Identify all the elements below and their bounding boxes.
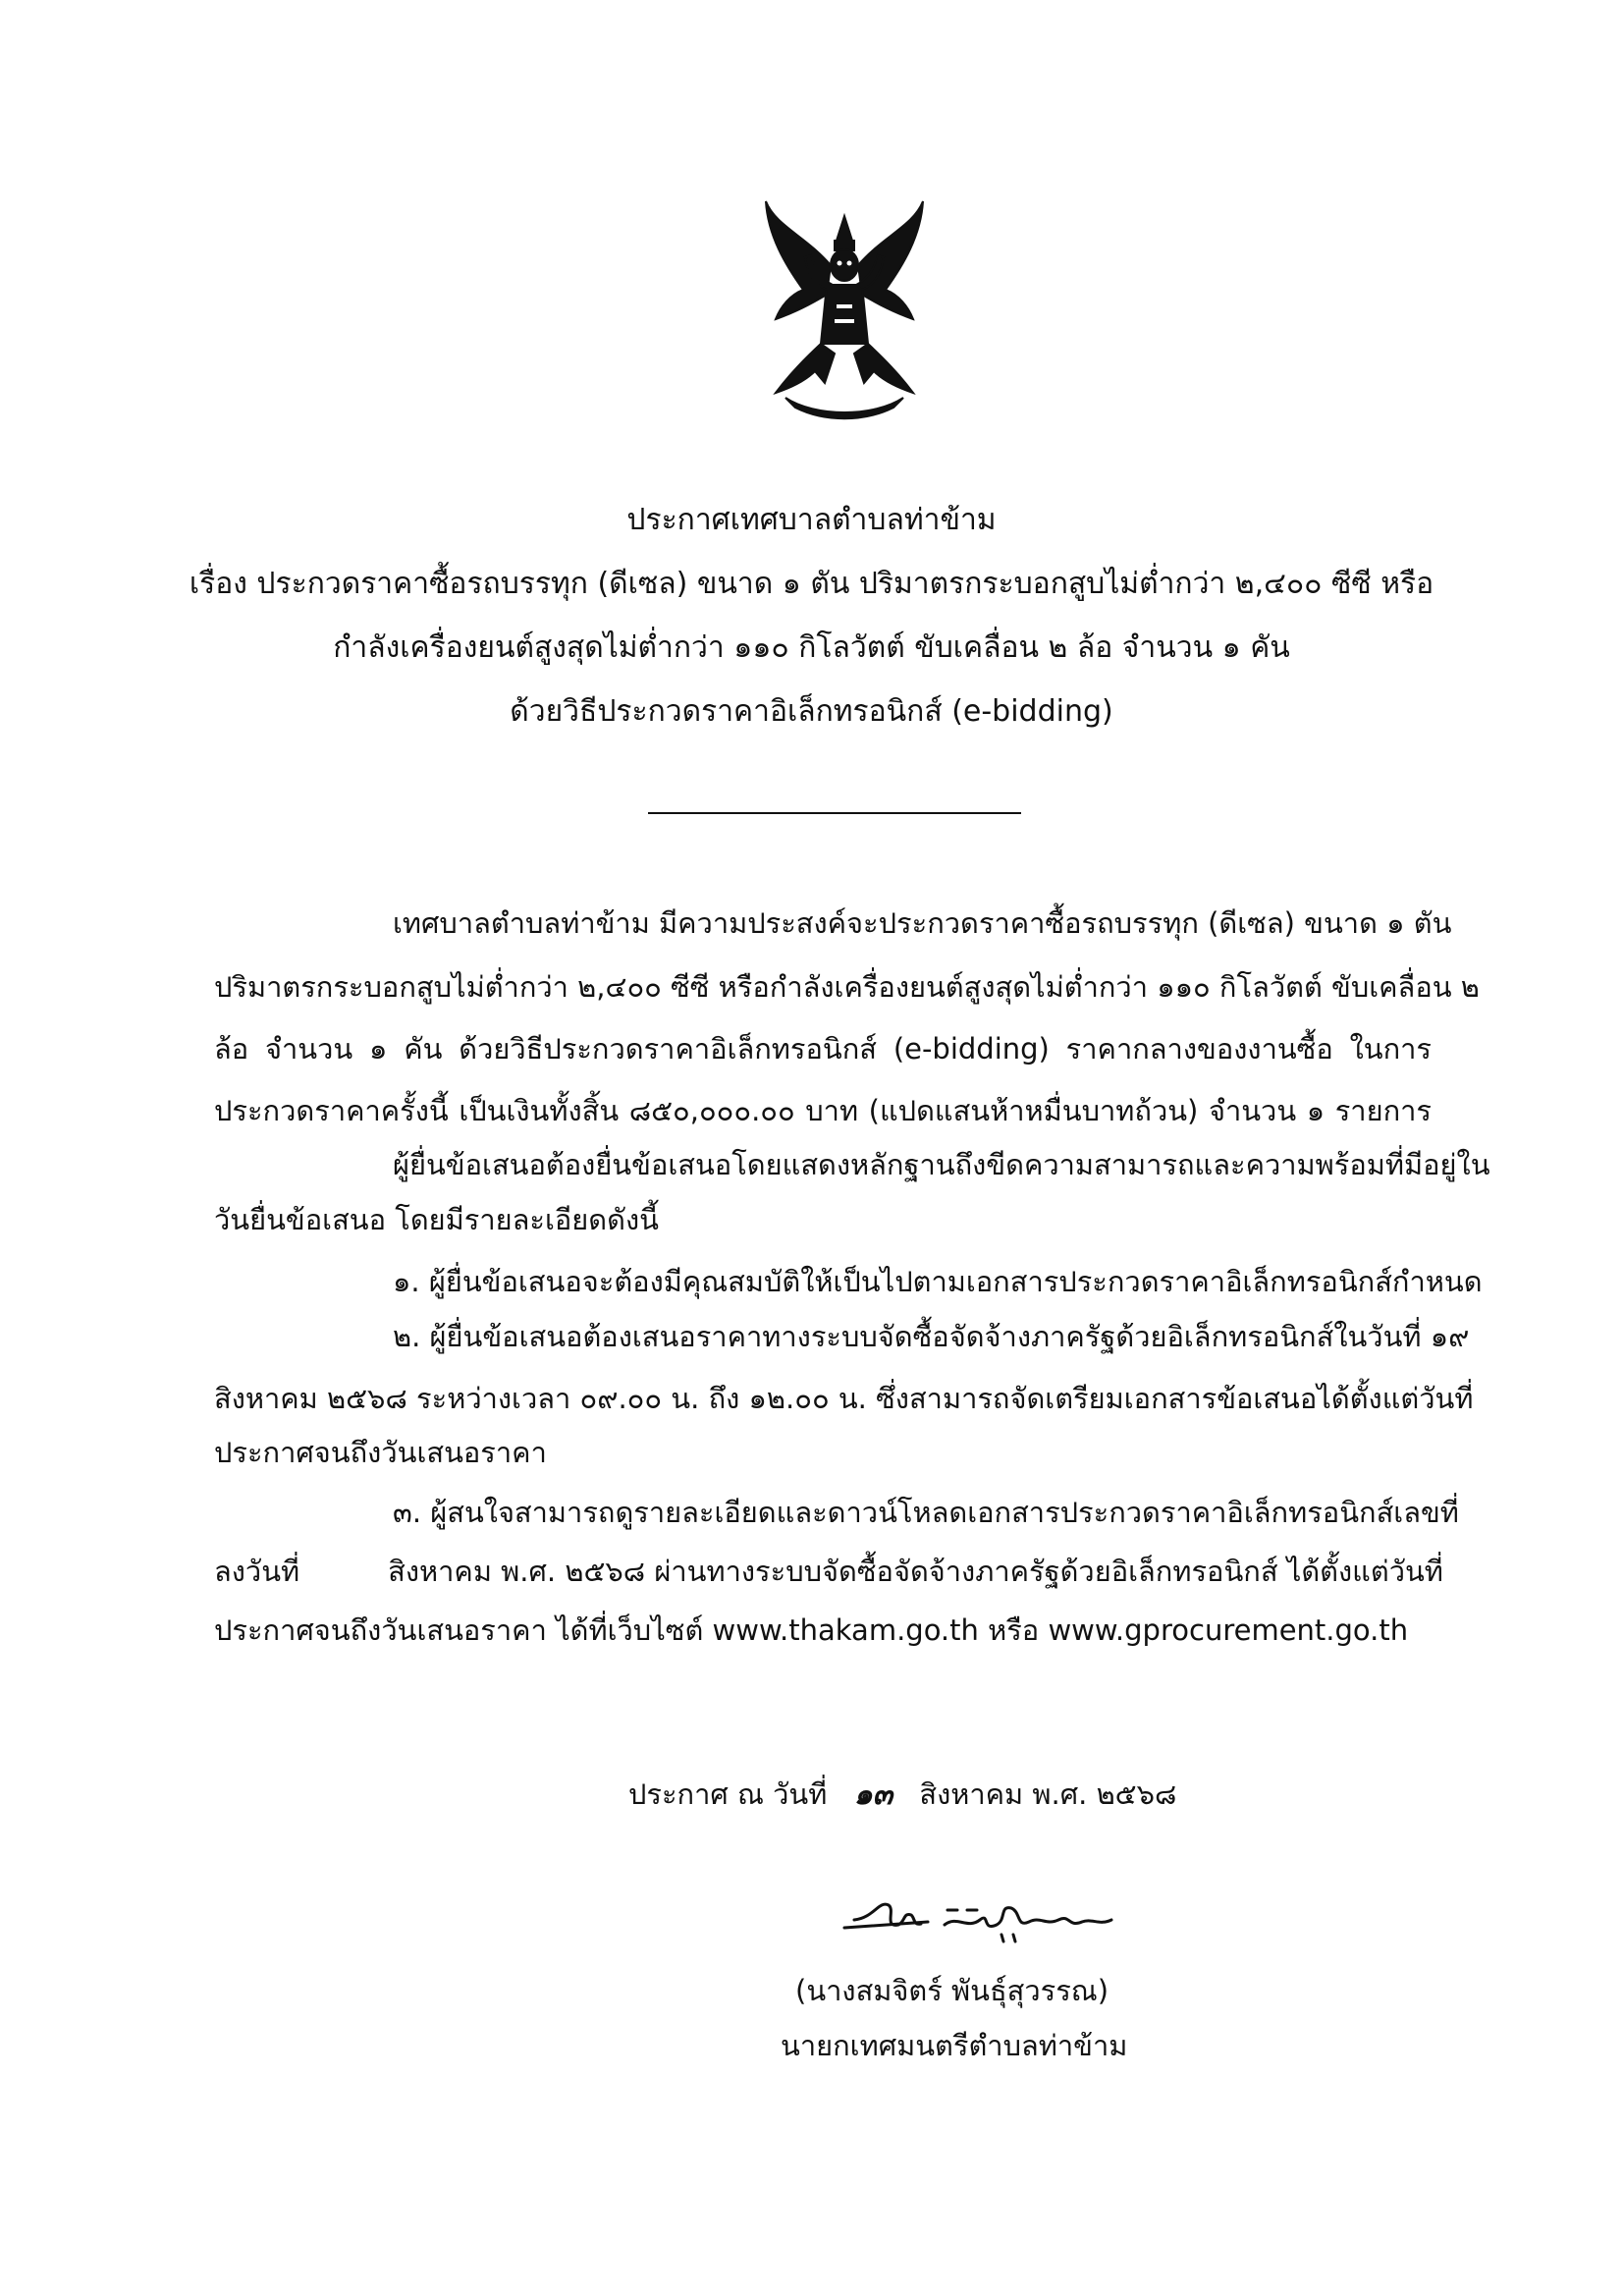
para2-line-1: ผู้ยื่นข้อเสนอต้องยื่นข้อเสนอโดยแสดงหลักฐานถึงขีดความสามารถและความพร้อมที่มีอยู่ใน <box>393 1148 1490 1181</box>
signature-image <box>835 1871 1129 1959</box>
date-day-handwritten: ๑๓ <box>853 1777 893 1812</box>
item-3-date-label: ลงวันที่ <box>214 1555 300 1588</box>
date-prefix: ประกาศ ณ วันที่ <box>628 1777 828 1811</box>
title-divider <box>648 812 1021 814</box>
item-2-line-1: ๒. ผู้ยื่นข้อเสนอต้องเสนอราคาทางระบบจัดซื้อจัดจ้างภาครัฐด้วยอิเล็กทรอนิกส์ในวันที่ ๑๙ <box>393 1320 1470 1353</box>
item-2-line-2: สิงหาคม ๒๕๖๘ ระหว่างเวลา ๐๙.๐๐ น. ถึง ๑๒.๐๐ น. ซึ่งสามารถจัดเตรียมเอกสารข้อเสนอได้ตั้งแต่วันที่ <box>214 1382 1474 1415</box>
title-subject-line-2: กำลังเครื่องยนต์สูงสุดไม่ต่ำกว่า ๑๑๐ กิโลวัตต์ ขับเคลื่อน ๒ ล้อ จำนวน ๑ คัน <box>333 630 1290 665</box>
item-2-line-3: ประกาศจนถึงวันเสนอราคา <box>214 1436 547 1469</box>
item-3-line-2 <box>214 1552 1443 1591</box>
signatory-name: (นางสมจิตร์ พันธุ์สุวรรณ) <box>795 1974 1109 2007</box>
date-suffix: สิงหาคม พ.ศ. ๒๕๖๘ <box>919 1777 1177 1811</box>
para1-line-4: ประกวดราคาครั้งนี้ เป็นเงินทั้งสิ้น ๘๕๐,๐๐๐.๐๐ บาท (แปดแสนห้าหมื่นบาทถ้วน) จำนวน ๑ รายการ <box>214 1094 1432 1127</box>
item-3-line-3: ประกาศจนถึงวันเสนอราคา ได้ที่เว็บไซต์ www.thakam.go.th หรือ www.gprocurement.go.th <box>214 1613 1409 1647</box>
para1-line-2: ปริมาตรกระบอกสูบไม่ต่ำกว่า ๒,๔๐๐ ซีซี หรือกำลังเครื่องยนต์สูงสุดไม่ต่ำกว่า ๑๑๐ กิโลวัตต์ ขับเคลื่อน ๒ <box>214 970 1480 1004</box>
para2-line-2: วันยื่นข้อเสนอ โดยมีรายละเอียดดังนี้ <box>214 1203 659 1236</box>
item-3-line-1: ๓. ผู้สนใจสามารถดูรายละเอียดและดาวน์โหลดเอกสารประกวดราคาอิเล็กทรอนิกส์เลขที่ <box>393 1496 1459 1529</box>
title-subject-line-3: ด้วยวิธีประกวดราคาอิเล็กทรอนิกส์ (e-bidding) <box>510 694 1113 729</box>
title-agency: ประกาศเทศบาลตำบลท่าข้าม <box>626 503 997 537</box>
title-subject-line-1: เรื่อง ประกวดราคาซื้อรถบรรทุก (ดีเซล) ขนาด ๑ ตัน ปริมาตรกระบอกสูบไม่ต่ำกว่า ๒,๔๐๐ ซีซี หรือ <box>189 567 1434 601</box>
item-3-date-rest: สิงหาคม พ.ศ. ๒๕๖๘ ผ่านทางระบบจัดซื้อจัดจ้างภาครัฐด้วยอิเล็กทรอนิกส์ ได้ตั้งแต่วันที่ <box>388 1555 1443 1588</box>
announcement-date <box>628 1775 1176 1815</box>
para1-line-1: เทศบาลตำบลท่าข้าม มีความประสงค์จะประกวดราคาซื้อรถบรรทุก (ดีเซล) ขนาด ๑ ตัน <box>393 906 1452 940</box>
item-1: ๑. ผู้ยื่นข้อเสนอจะต้องมีคุณสมบัติให้เป็นไปตามเอกสารประกวดราคาอิเล็กทรอนิกส์กำหนด <box>393 1265 1483 1298</box>
signatory-position: นายกเทศมนตรีตำบลท่าข้าม <box>781 2029 1128 2062</box>
garuda-emblem-icon <box>746 196 943 422</box>
para1-line-3: ล้อ จำนวน ๑ คัน ด้วยวิธีประกวดราคาอิเล็กทรอนิกส์ (e-bidding) ราคากลางของงานซื้อ ในการ <box>214 1032 1432 1066</box>
